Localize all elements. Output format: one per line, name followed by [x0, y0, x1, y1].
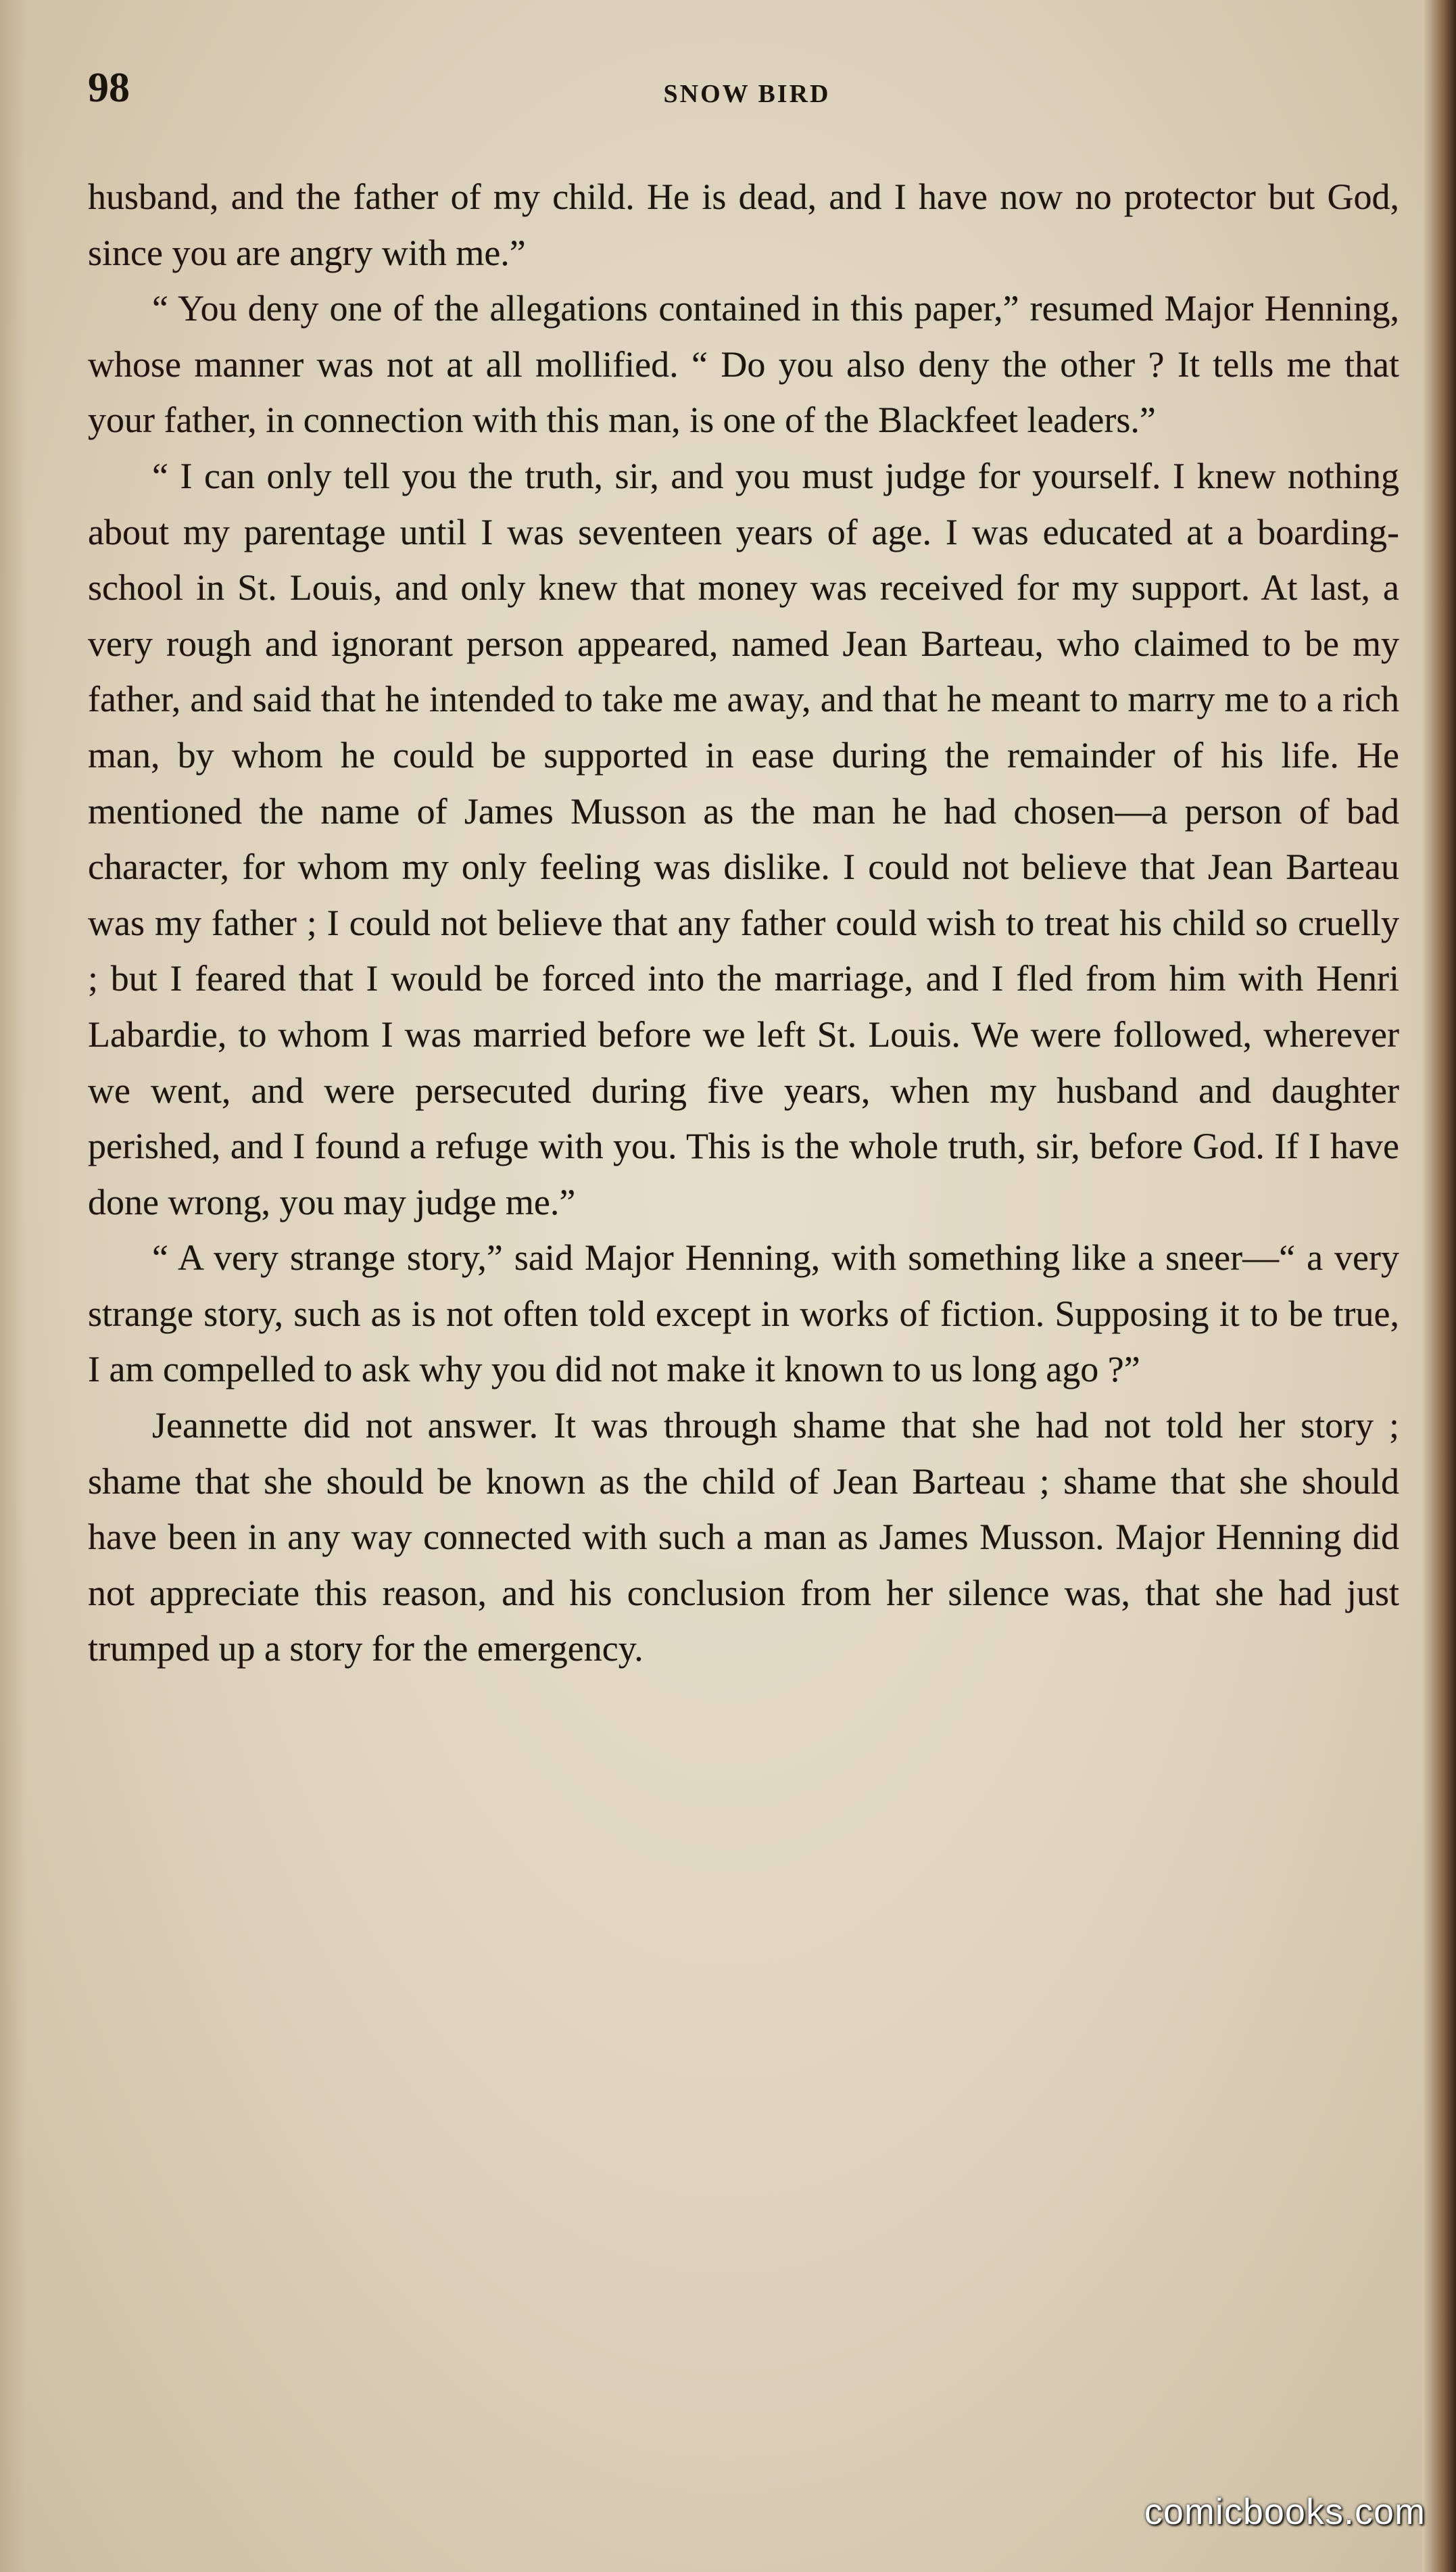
- running-head: SNOW BIRD: [663, 80, 831, 108]
- paragraph-2: “ You deny one of the allegations contained in this paper,” resumed Major Henning, whose manner was not at all mollified. “ Do you also deny the other ? It tells me that your father, in connection with this man, is one of the Blackfeet leaders.”: [88, 288, 1399, 441]
- paragraph-4: “ A very strange story,” said Major Henning, with something like a sneer—“ a very strange story, such as is not often told except in works of fiction. Supposing it to be true, I am compelled to ask why you did not make it known to us long ago ?”: [88, 1237, 1399, 1390]
- page-left-edge: [0, 0, 27, 2572]
- paragraph-5: Jeannette did not answer. It was through shame that she had not told her story ; shame that she should be known as the child of Jean Barteau ; shame that she should have been in any way connected with such a man as James Musson. Major Henning did not appreciate this reason, and his conclusion from her silence was, that she had just trumped up a story for the emergency.: [88, 1405, 1399, 1669]
- page-header: [88, 64, 1406, 125]
- body-text: [88, 169, 1399, 1677]
- paragraph-1: husband, and the father of my child. He is dead, and I have now no protector but God, since you are angry with me.”: [88, 176, 1399, 273]
- page-right-edge: [1422, 0, 1456, 2572]
- paragraph-3: “ I can only tell you the truth, sir, and you must judge for yourself. I knew nothing about my parentage until I was seventeen years of age. I was educated at a boarding-school in St. Louis, and only knew that money was received for my support. At last, a very rough and ignorant person appeared, named Jean Barteau, who claimed to be my father, and said that he intended to take me away, and that he meant to marry me to a rich man, by whom he could be supported in ease during the remainder of his life. He mentioned the name of James Musson as the man he had chosen—a person of bad character, for whom my only feeling was dislike. I could not believe that Jean Barteau was my father ; I could not believe that any father could wish to treat his child so cruelly ; but I feared that I would be forced into the marriage, and I fled from him with Henri Labardie, to whom I was married before we left St. Louis. We were followed, wherever we went, and were persecuted during five years, when my husband and daughter perished, and I found a refuge with you. This is the whole truth, sir, before God. If I have done wrong, you may judge me.”: [88, 455, 1399, 1222]
- page-number: 98: [88, 65, 130, 111]
- watermark: comicbooks.com: [1144, 2492, 1426, 2532]
